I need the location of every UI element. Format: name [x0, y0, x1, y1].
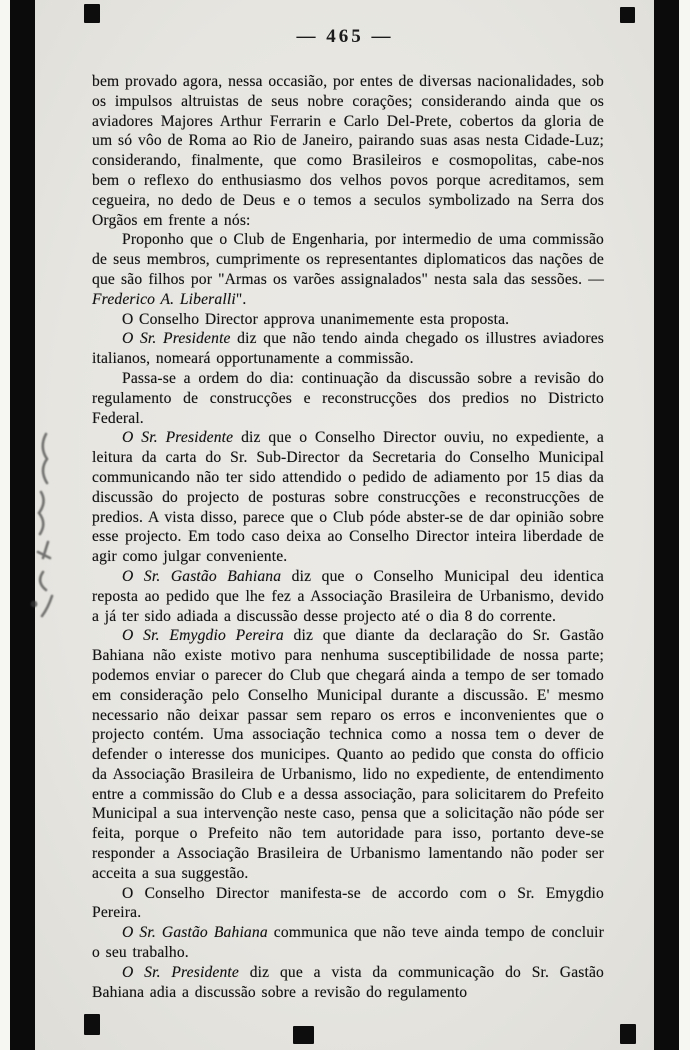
ink-stamp-mark [12, 426, 68, 626]
speaker-name: O Sr. Presidente [122, 429, 234, 447]
scan-margin-left [0, 0, 10, 1050]
paragraph [92, 329, 604, 369]
paragraph [92, 369, 604, 428]
ink-stamp [12, 426, 68, 631]
speaker-name: O Sr. Gastão Bahiana [122, 924, 268, 942]
paragraph [92, 626, 604, 883]
speaker-name: O Sr. Presidente [122, 963, 239, 981]
paragraph-text: O Conselho Director approva unanimemente esta proposta. [122, 310, 510, 328]
paragraph [92, 428, 604, 567]
paragraph-text: diz que o Conselho Director ouviu, no expediente, a leitura da carta do Sr. Sub-Director da Secretaria do Conselho Municipal communicando não ter sido attendido o pedido de adiamento por 15 dias da discussão do projecto de posturas sobre construcções e reconstrucções de predios. A vista disso, parece que o Club póde abster-se de dar opinião sobre esse projecto. Em todo caso deixa ao Conselho Director inteira liberdade de agir como julgar conveniente. [92, 429, 604, 566]
text-block [92, 72, 604, 1002]
film-edge-right [654, 0, 679, 1050]
paragraph [92, 72, 604, 230]
paragraph-text: diz que não tendo ainda chegado os illustres aviadores italianos, nomeará opportunamente a commissão. [92, 330, 604, 368]
paragraph-text: ". [235, 290, 247, 308]
paragraph-text: Passa-se a ordem do dia: continuação da discussão sobre a revisão do regulamento de construcções e reconstrucções dos predios no Districto Federal. [92, 369, 604, 427]
paragraph [92, 567, 604, 626]
paragraph [92, 230, 604, 309]
registration-mark [620, 1024, 636, 1044]
speaker-name: O Sr. Emygdio Pereira [122, 627, 284, 645]
scan-margin-right [679, 0, 690, 1050]
paragraph-text: diz que a vista da communicação do Sr. Gastão Bahiana adia a discussão sobre a revisão do regulamento [92, 963, 604, 1001]
paragraph-text: communica que não teve ainda tempo de concluir o seu trabalho. [92, 924, 605, 962]
registration-mark [620, 7, 635, 23]
paragraph-text: diz que o Conselho Municipal deu identica reposta ao pedido que lhe fez a Associação Brasileira de Urbanismo, devido a já ter sido adiada a discussão desse projecto até o dia 8 do corrente. [92, 567, 604, 625]
paragraph [92, 963, 604, 1003]
paragraph-text: O Conselho Director manifesta-se de accordo com o Sr. Emygdio Pereira. [92, 884, 604, 922]
registration-mark [84, 1014, 100, 1035]
paragraph [92, 884, 604, 924]
paragraph-text: Proponho que o Club de Engenharia, por intermedio de uma commissão de seus membros, cumprimente os representantes diplomaticos das nações de que são filhos por "Armas os varões assignalados" nesta sala das sessões. — [92, 231, 604, 288]
paragraph-text: diz que diante da declaração do Sr. Gastão Bahiana não existe motivo para nenhuma susceptibilidade de nossa parte; podemos enviar o parecer do Club que chegará ainda a tempo de ser tomado em consideração pelo Conselho Municipal durante a discussão. E' mesmo necessario não deixar passar sem reparo os erros e inconvenientes que o projecto contém. Uma associação technica como a nossa tem o dever de defender o interesse dos municipes. Quanto ao pedido que consta do officio da Associação Brasileira de Urbanismo, lido no expediente, de entendimento entre a commissão do Club e a dessa associação, para solicitarem do Prefeito Municipal a sua intervenção neste caso, pensa que a solicitação não póde ser feita, porque o Prefeito não tem autoridade para isso, portanto deve-se responder a Associação Brasileira de Urbanismo lamentando não poder ser acceita a sua suggestão. [92, 627, 604, 882]
paragraph [92, 310, 604, 330]
speaker-name: O Sr. Presidente [122, 330, 231, 348]
speaker-name: Frederico A. Liberalli [92, 290, 236, 308]
page-number: — 465 — [296, 26, 394, 47]
registration-mark [293, 1026, 314, 1044]
registration-mark [84, 4, 100, 23]
paragraph [92, 923, 604, 963]
speaker-name: O Sr. Gastão Bahiana [122, 567, 282, 585]
paragraph-text: bem provado agora, nessa occasião, por entes de diversas nacionalidades, sob os impulsos altruistas de seus nobre corações; considerando ainda que os aviadores Majores Arthur Ferrarin e Carlo Del-Prete, cobertos da gloria de um só vôo de Roma ao Rio de Janeiro, pairando suas asas nesta Cidade-Luz; considerando, finalmente, que como Brasileiros e cosmopolitas, cabe-nos bem o reflexo do enthusiasmo dos velhos povos porque acreditamos, sem cegueira, no dedo de Deus e o temos a seculos symbolizado na Serra dos Orgãos em frente a nós: [92, 73, 604, 229]
